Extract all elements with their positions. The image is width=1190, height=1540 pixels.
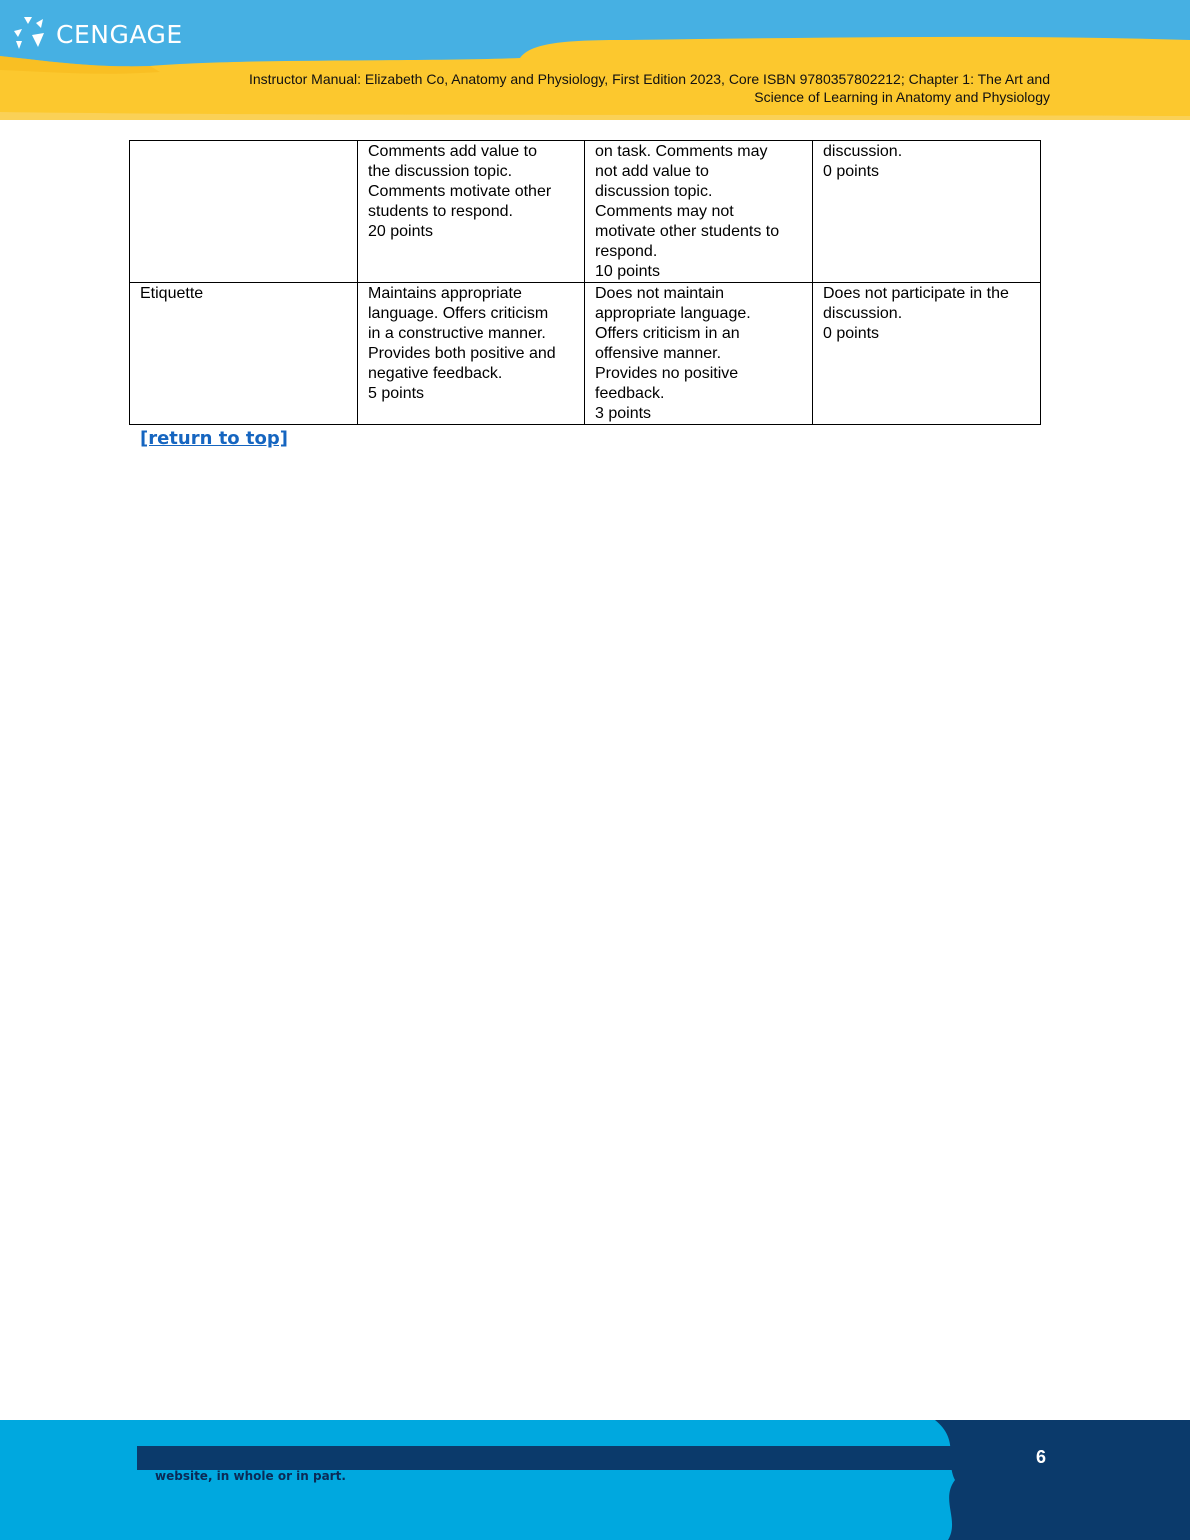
footer-copyright-text: website, in whole or in part. [155,1469,346,1483]
unsatisfactory-cell: Does not participate in the discussion. 0 points [813,283,1041,425]
header-title-line-2: Science of Learning in Anatomy and Physiology [754,89,1050,105]
satisfactory-cell: Does not maintain appropriate language. Offers criticism in an offensive manner. Provides no positive feedback. 3 points [585,283,813,425]
criterion-cell: Etiquette [130,283,358,425]
cengage-mark-icon [10,15,48,53]
header-title [130,70,1050,106]
footer-copyright-bar [137,1446,967,1470]
table-row [130,283,1041,425]
page-number: 6 [1036,1447,1047,1467]
criterion-cell [130,141,358,283]
header-title-line-1: Instructor Manual: Elizabeth Co, Anatomy and Physiology, First Edition 2023, Core ISBN 9780357802212; Chapter 1: The Art and [248,71,1050,87]
unsatisfactory-cell: discussion. 0 points [813,141,1041,283]
table-row [130,141,1041,283]
rubric-table [129,140,1041,425]
satisfactory-cell: on task. Comments may not add value to discussion topic. Comments may not motivate other students to respond. 10 points [585,141,813,283]
return-to-top-link[interactable]: [return to top] [140,428,289,449]
excellent-cell: Comments add value to the discussion topic. Comments motivate other students to respond. 20 points [358,141,585,283]
cengage-logo [10,14,183,54]
excellent-cell: Maintains appropriate language. Offers criticism in a constructive manner. Provides both positive and negative feedback. 5 points [358,283,585,425]
page-footer [0,1420,1190,1540]
page-header [0,0,1190,120]
logo-wordmark: CENGAGE [56,19,183,49]
